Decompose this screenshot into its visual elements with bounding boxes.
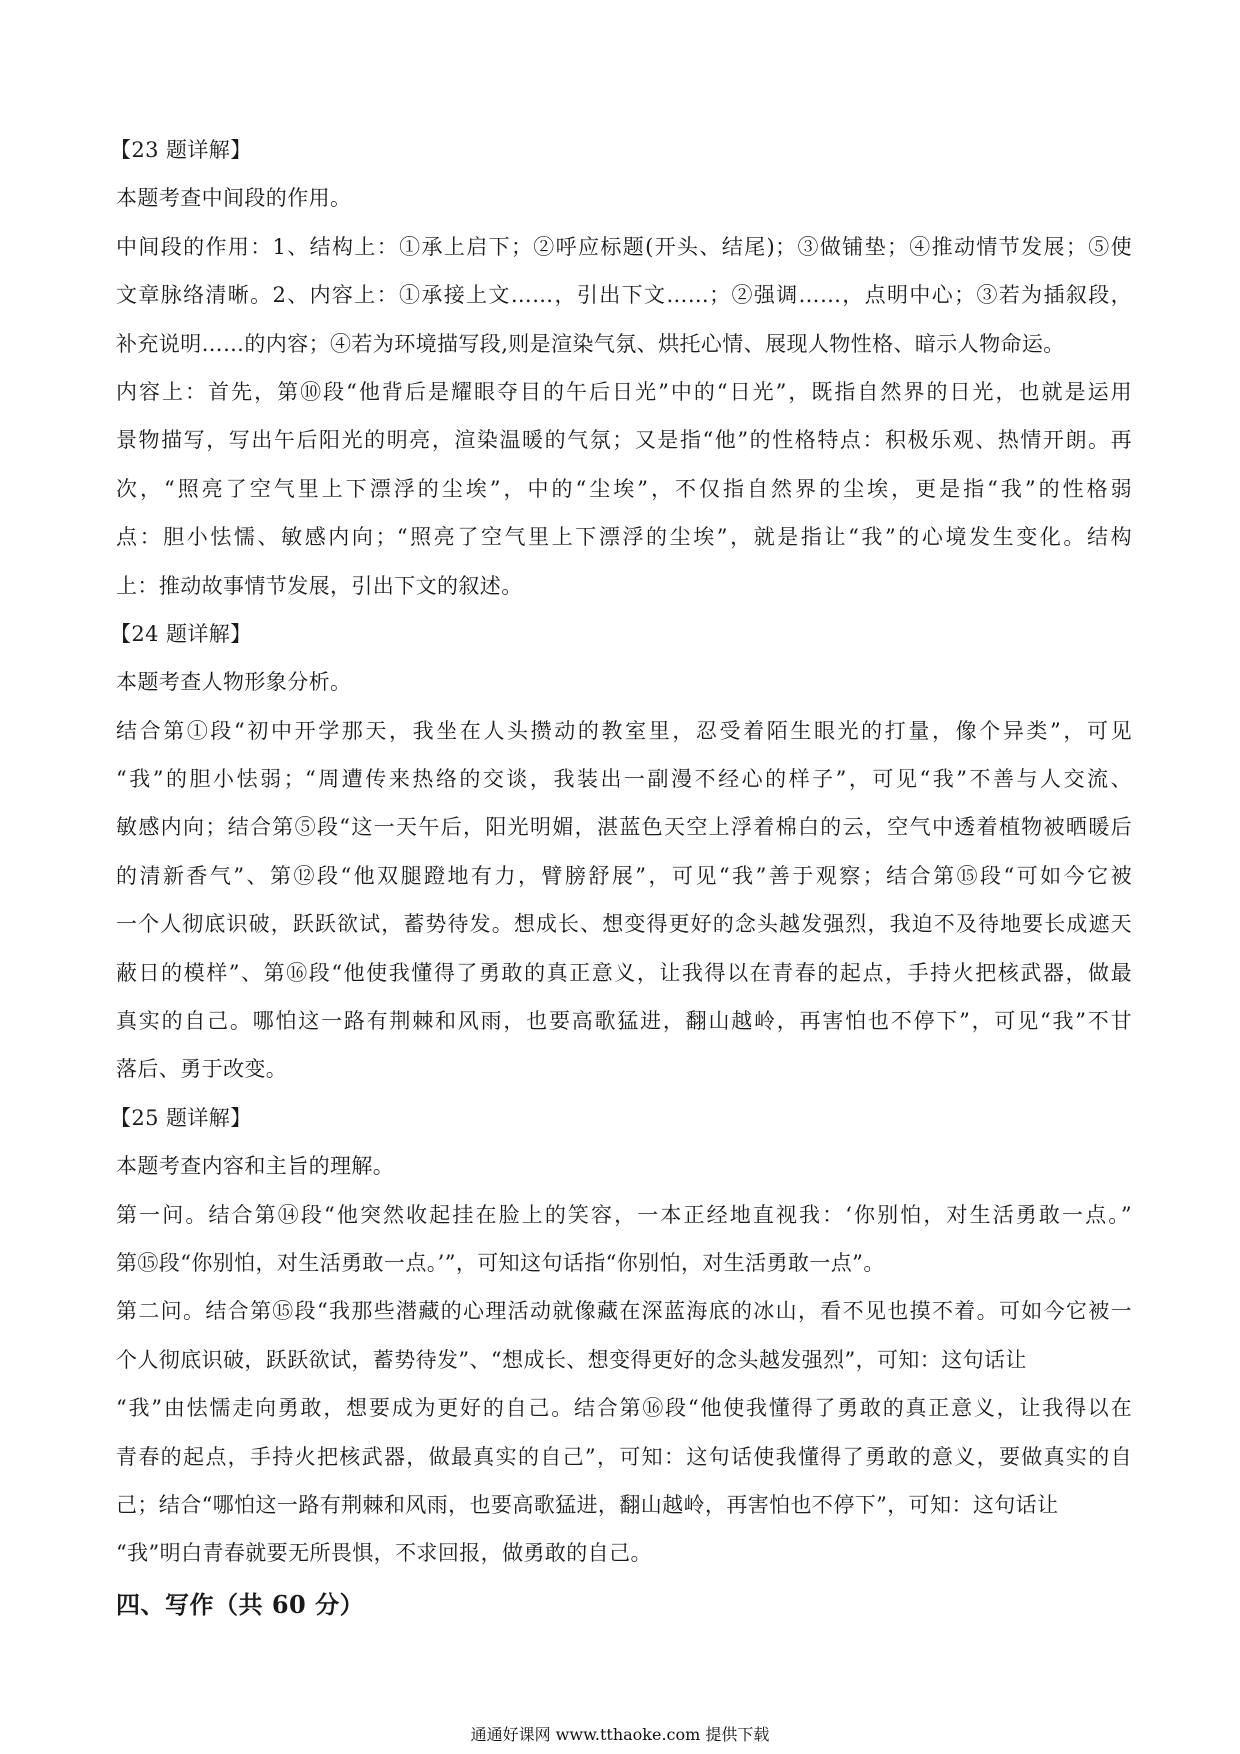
- paragraph-line: 中间段的作用：1、结构上：①承上启下；②呼应标题(开头、结尾)；③做铺垫；④推动情节发展；⑤使: [116, 234, 1132, 259]
- page-footer: 通通好课网 www.tthaoke.com 提供下载: [470, 1725, 770, 1744]
- section-header-23: 【23 题详解】: [110, 138, 252, 162]
- section-header-24: 【24 题详解】: [110, 621, 252, 646]
- paragraph-line: 第二问。结合第⑮段“我那些潜藏的心理活动就像藏在深蓝海底的冰山，看不见也摸不着。可如今它被一: [116, 1299, 1132, 1324]
- paragraph-line: 敏感内向；结合第⑤段“这一天午后，阳光明媚，湛蓝色天空上浮着棉白的云，空气中透着植物被晒暖后: [116, 815, 1132, 840]
- document-body: [110, 126, 1132, 1629]
- paragraph-line: “我”由怯懦走向勇敢，想要成为更好的自己。结合第⑯段“他使我懂得了勇敢的真正意义，让我得以在: [116, 1396, 1132, 1421]
- paragraph-line: 补充说明……的内容；④若为环境描写段,则是渲染气氛、烘托心情、展现人物性格、暗示人物命运。: [116, 331, 1065, 356]
- section-header-25: 【25 题详解】: [110, 1105, 252, 1130]
- paragraph-line: “我”的胆小怯弱；“周遭传来热络的交谈，我装出一副漫不经心的样子”，可见“我”不善与人交流、: [116, 767, 1132, 792]
- paragraph-line: 一个人彻底识破，跃跃欲试，蓄势待发。想成长、想变得更好的念头越发强烈，我迫不及待地要长成遮天: [116, 912, 1132, 937]
- writing-section-heading: 四、写作（共 60 分）: [116, 1589, 365, 1619]
- paragraph-line: 景物描写，写出午后阳光的明亮，渲染温暖的气氛；又是指“他”的性格特点：积极乐观、热情开朗。再: [116, 428, 1132, 453]
- paragraph-line: 青春的起点，手持火把核武器，做最真实的自己”，可知：这句话使我懂得了勇敢的意义，要做真实的自: [116, 1444, 1132, 1469]
- paragraph-line: 己；结合“哪怕这一路有荆棘和风雨，也要高歌猛进，翻山越岭，再害怕也不停下”，可知：这句话让: [116, 1492, 1059, 1517]
- paragraph-line: 内容上：首先，第⑩段“他背后是耀眼夺目的午后日光”中的“日光”，既指自然界的日光，也就是运用: [116, 379, 1132, 404]
- paragraph-line: 第一问。结合第⑭段“他突然收起挂在脸上的笑容，一本正经地直视我：‘你别怕，对生活勇敢一点。”: [116, 1202, 1132, 1227]
- paragraph-line: 落后、勇于改变。: [116, 1057, 288, 1082]
- paragraph-line: 第⑮段“你别怕，对生活勇敢一点。’”，可知这句话指“你别怕，对生活勇敢一点”。: [116, 1250, 885, 1275]
- paragraph-line: 蔽日的模样”、第⑯段“他使我懂得了勇敢的真正意义，让我得以在青春的起点，手持火把核武器，做最: [116, 960, 1132, 985]
- section-topic-25: 本题考查内容和主旨的理解。: [116, 1154, 395, 1179]
- section-topic-24: 本题考查人物形象分析。: [116, 670, 352, 695]
- paragraph-line: 点：胆小怯懦、敏感内向；“照亮了空气里上下漂浮的尘埃”，就是指让“我”的心境发生变化。结构: [116, 525, 1132, 550]
- section-topic-23: 本题考查中间段的作用。: [116, 186, 352, 211]
- paragraph-line: 结合第①段“初中开学那天，我坐在人头攒动的教室里，忍受着陌生眼光的打量，像个异类”，可见: [116, 718, 1132, 743]
- paragraph-line: 次，“照亮了空气里上下漂浮的尘埃”，中的“尘埃”，不仅指自然界的尘埃，更是指“我”的性格弱: [116, 476, 1132, 501]
- paragraph-line: 个人彻底识破，跃跃欲试，蓄势待发”、“想成长、想变得更好的念头越发强烈”，可知：这句话让: [116, 1347, 1027, 1372]
- paragraph-line: 真实的自己。哪怕这一路有荆棘和风雨，也要高歌猛进，翻山越岭，再害怕也不停下”，可见“我”不甘: [116, 1009, 1132, 1034]
- paragraph-line: 上：推动故事情节发展，引出下文的叙述。: [116, 573, 523, 598]
- paragraph-line: “我”明白青春就要无所畏惧，不求回报，做勇敢的自己。: [116, 1541, 652, 1566]
- paragraph-line: 的清新香气”、第⑫段“他双腿蹬地有力，臂膀舒展”，可见“我”善于观察；结合第⑮段“可如今它被: [116, 863, 1132, 888]
- paragraph-line: 文章脉络清晰。2、内容上：①承接上文……，引出下文……；②强调……，点明中心；③若为插叙段，: [116, 283, 1132, 308]
